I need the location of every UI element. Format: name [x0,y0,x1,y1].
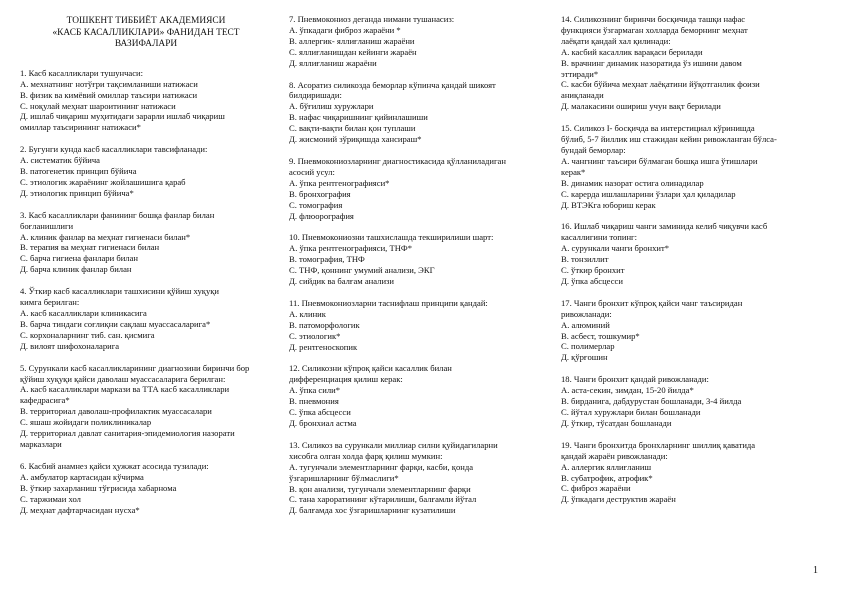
question-line: A. тугунчали элементларнинг фарқи, касби, қонда [289,461,474,472]
question-list [289,14,545,516]
question-line: кимга берилган: [20,297,80,308]
question-text: 6. Касбий анамнез қайси ҳужжат асосида тузилади: [20,460,209,471]
question-line: C. тана хароратининг кўтарилиши, балғамли йўтал [289,494,477,505]
question-line: кафедрасига* [20,395,70,406]
question-line: C. томография [289,199,343,210]
question-line: ўзгаришларнинг бўлмаслиги* [289,472,399,483]
question-line: Д. этиологик принцип бўйича* [20,187,134,198]
question-line: C. яллиғланишдан кейинги жараён [289,46,417,57]
question-list [20,68,272,516]
question-line: омиллар таъсирининг натижаси* [20,122,141,133]
question-line: C. ТНФ, қоннинг умумий анализи, ЭКГ [289,265,435,276]
question-text: 3. Касб касалликлари фанининг бошқа фанлар билан [20,209,215,220]
question-line: боғланишлиги [20,220,74,231]
question-line: C. ўпка абсцесси [289,407,351,418]
question-line: Д. ВТЭКга юбориш керак [561,199,656,210]
question-line: A. ўпка сили* [289,385,341,396]
question-block [561,440,817,505]
question-line: A. алюминий [561,319,610,330]
question-line: B. терапия ва меҳнат гигиенаси билан [20,242,160,253]
question-text: 18. Чанги бронхит қандай ривожланади: [561,374,709,385]
question-text: 13. Силикоз ва сурункали миллиар силни қуйидагиларни [289,439,498,450]
column-3 [561,14,817,516]
question-line: бўлиб, 5-7 йиллик иш стажидан кейин ривожланган бўлса- [561,134,777,145]
question-line: Д. рентгеноскопик [289,341,358,352]
title-line: ВАЗИФАЛАРИ [114,39,178,50]
question-line: B. асбест, тошкумир* [561,330,640,341]
question-line: эттиради* [561,68,599,79]
title-line: ТОШКЕНТ ТИББИЁТ АКАДЕМИЯСИ [66,16,226,26]
question-block [561,123,817,210]
question-text: 1. Касб касалликлари тушунчаси: [20,67,144,78]
column-1 [20,14,272,526]
question-line: A. мехнатнинг нотўғри тақсимланиши натижаси [20,78,198,89]
question-line: C. йўтал хуружлари билан бошланади [561,407,701,417]
question-line: Д. ўпка абсцесси [561,275,623,286]
question-block [20,68,272,133]
question-line: A. касб касалликлари клиникасига [20,308,147,318]
question-text: 19. Чанги бронхитда бронхларнинг шиллиқ қаватида [561,439,756,450]
question-line: B. томография, ТНФ [289,254,365,265]
page-number: 1 [813,565,818,576]
question-line: C. таржимаи хол [20,493,81,504]
question-text: 9. Пневмокониозларнинг диагностикасида қўлланиладиган [289,155,506,166]
title-line: «КАСБ КАСАЛЛИКЛАРИ» ФАНИДАН ТЕСТ [52,27,240,38]
question-line: B. врачнинг динамик назоратида ўз ишини давом [561,57,742,68]
question-block [289,14,545,69]
question-line: B. аллергик- яллиғланиш жараёни [289,35,415,46]
question-block [20,461,272,516]
question-line: B. пневмония [289,396,339,407]
question-line: Д. меҳнат дафтарчасидан нусха* [20,504,140,515]
question-line: C. ўткир бронхит [561,265,625,276]
question-line: B. патоморфологик [289,319,360,330]
question-line: A. касбий касаллик варақаси берилади [561,46,703,57]
question-line: A. аллергик яллиғланиш [561,461,652,472]
question-line: A. ўпка рентгенографияси, ТНФ* [289,243,413,254]
question-line: Д. сийдик ва балғам анализи [289,276,395,287]
question-block [289,363,545,428]
question-line: A. клиник [289,308,326,319]
question-line: B. барча тиндаги соғлиқни сақлаш муассасаларига* [20,318,211,329]
question-line: C. ноқулай меҳнат шароитининг натижаси [20,100,176,111]
question-line: B. қон анализи, тугунчали элементларнинг фарқи [289,483,471,494]
question-line: A. амбулатор картасидан кўчирма [20,471,144,482]
question-line: Д. ўткир, тўсатдан бошланади [561,417,672,428]
question-block [561,298,817,363]
question-line: марказлари [20,438,62,449]
question-line: Д. балғамда хос ўзгаришларнинг кузатилиши [289,505,456,516]
question-block [20,144,272,199]
question-line: ривожланади: [561,308,612,319]
question-text: 17. Чанги бронхит кўпроқ қайси чанг таъсиридан [561,297,743,308]
question-block [561,221,817,286]
question-line: Д. ўпкадаги деструктив жараён [561,494,676,505]
question-line: A. бўғилиш хуружлари [289,101,374,112]
question-line: B. субатрофик, атрофик* [561,472,653,483]
question-text: 8. Асоратиз силикозда беморлар кўпинча қандай шикоят [289,79,496,90]
question-line: B. патогенетик принцип бўйича [20,166,137,177]
question-line: B. динамик назорат остига олинадилар [561,177,704,188]
question-line: A. систематик бўйича [20,155,100,166]
question-text: 4. Ўткир касб касалликлари ташхисини қўйиш хуқуқи [20,286,220,297]
question-line: A. чангнинг таъсири бўлмаган бошқа ишга ўтишлари [561,155,758,166]
question-line: A. клиник фанлар ва меҳнат гигиенаси билан* [20,231,191,242]
question-line: A. ўпка рентгенографияси* [289,177,390,188]
question-line: Д. яллиғланиш жараёни [289,57,377,68]
question-line: билдиришади: [289,90,342,101]
question-block [289,80,545,145]
question-block [289,298,545,353]
question-line: A. касб касалликлари маркази ва ТТА касб касалликлари [20,384,230,395]
question-block [20,210,272,275]
question-line: C. полимерлар [561,341,615,352]
question-text: 5. Сурункали касб касалликларининг диагнозини биринчи бор [20,362,250,373]
column-2 [289,14,545,527]
question-line: C. яшаш жойидаги поликлиникалар [20,417,152,428]
question-text: 16. Ишлаб чиқариш чанги заминида келиб чиқувчи касб [561,221,768,232]
question-line: C. этиологик жараёнинг жойлашишига қараб [20,176,186,187]
question-list [561,14,817,505]
question-line: Д. вилоят шифохоналарига [20,340,120,351]
question-line: B. нафас чиқаришнинг қийинлашиши [289,112,428,123]
question-block [20,363,272,450]
question-line: бундай беморлар: [561,144,626,155]
question-block [289,232,545,287]
question-line: C. фиброз жараёни [561,483,631,494]
question-line: Д. флюорография [289,210,354,221]
question-line: касаллигини топинг: [561,232,637,243]
question-line: Д. бронхиал астма [289,418,357,428]
question-line: C. касби бўйича меҳнат лаёқатини йўқотганлик фоизи [561,79,760,90]
question-line: Д. жисмоний зўриқишда хансираш* [289,134,422,145]
question-block [289,156,545,221]
question-line: қандай жараён ривожланади: [561,450,668,461]
question-line: A. аста-секин, зимдан, 15-20 йилда* [561,385,694,396]
question-line: C. карерда ишлашларини ўзлари ҳал қиладилар [561,188,736,199]
question-line: функцияси ўзгармаган холларда беморнинг меҳнат [561,24,748,35]
question-line: B. территориал даволаш-профилактик муассасалари [20,406,212,417]
question-line: хисобга олган холда фарқ қилиш мумкин: [289,450,443,461]
question-line: C. барча гигиена фанлари билан [20,253,139,264]
question-block [289,440,545,516]
question-line: B. ўткир захарланиш тўғрисида хабарнома [20,482,177,493]
question-line: B. бронхография [289,188,351,199]
question-line: B. тонзиллит [561,254,609,265]
question-line: Д. ишлаб чиқариш муҳитидаги зарарли ишлаб чиқариш [20,111,225,122]
question-line: A. ўпкадаги фиброз жараёни * [289,24,401,35]
question-line: C. этиологик* [289,330,341,341]
question-text: 12. Силикозни кўпроқ қайси касаллик билан [289,363,452,374]
question-line: дифференциация қилиш керак: [289,374,403,385]
question-line: Д. барча клиник фанлар билан [20,264,132,275]
question-text: 10. Пневмокониозни ташхислашда текширилиши шарт: [289,232,494,243]
question-text: 7. Пневмокониоз деганда нимани тушанасиз: [289,14,455,24]
question-line: қўйиш хуқуқи қайси даволаш муассасаларига берилган: [20,373,226,384]
question-line: Д. территориал давлат санитария-эпидемиология назорати [20,428,235,439]
question-text: 11. Пневмокониозларни таснифлаш принципи қандай: [289,297,488,308]
question-line: лаёқати қандай хал қилинади: [561,35,671,46]
question-block [561,374,817,429]
document-title [20,16,272,51]
question-line: A. сурункали чанги бронхит* [561,243,670,254]
question-line: C. корхоналарнинг тиб. сан. қисмига [20,329,155,340]
question-text: 2. Бугунги кунда касб касалликлари тавсифланади: [20,144,208,155]
question-line: керак* [561,166,586,177]
question-block [20,286,272,351]
question-line: аниқланади [561,90,604,101]
question-line: B. физик ва кимёвий омиллар таъсири натижаси [20,89,198,100]
question-line: Д. қўрғошин [561,352,608,363]
question-line: асосий усул: [289,166,335,177]
question-text: 14. Силикознинг биринчи босқичида ташқи нафас [561,14,746,24]
question-line: Д. малакасини ошириш учун вақт берилади [561,101,721,112]
question-line: C. вақти-вақти билан қон туплаши [289,123,416,134]
question-text: 15. Силикоз I- босқичда ва интерстициал кўринишда [561,123,755,134]
question-line: B. бирданига, дабдурустан бошланади, 3-4 йилда [561,396,742,407]
question-block [561,14,817,112]
